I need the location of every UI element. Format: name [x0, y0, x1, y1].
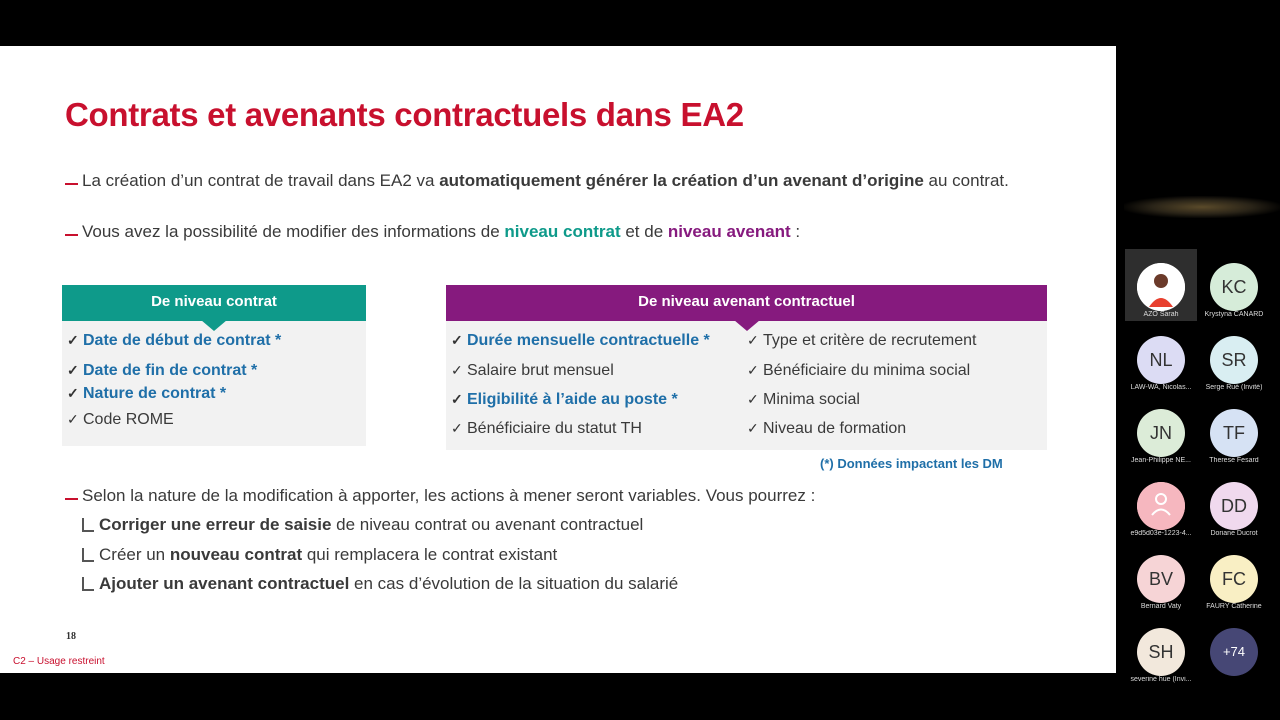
sub-item-creer: Créer un nouveau contrat qui remplacera le contrat existant: [82, 544, 557, 566]
participant-tile[interactable]: [1125, 468, 1197, 540]
participant-tile[interactable]: [1198, 322, 1270, 394]
participant-avatar: BV: [1137, 555, 1185, 603]
participant-tile[interactable]: [1125, 322, 1197, 394]
participant-name: Serge Rué (Invité): [1205, 384, 1263, 391]
video-glow: [1124, 196, 1280, 218]
check-icon: ✓: [747, 420, 759, 436]
check-icon: ✓: [67, 411, 79, 427]
check-icon: ✓: [451, 391, 463, 407]
avenant-item: ✓ Eligibilité à l’aide au poste *: [451, 391, 678, 408]
bullet-dash: [65, 234, 78, 236]
check-icon: ✓: [451, 362, 463, 378]
avenant-item: ✓ Salaire brut mensuel: [451, 362, 614, 379]
participant-avatar: NL: [1137, 336, 1185, 384]
header-notch: [201, 320, 227, 331]
participant-name: AZO Sarah: [1143, 311, 1179, 318]
participant-name: Bernard Vaty: [1140, 603, 1182, 610]
avenant-item: ✓ Durée mensuelle contractuelle *: [451, 332, 710, 349]
check-icon: ✓: [67, 332, 79, 348]
sub-bullet-corner: [82, 577, 94, 591]
check-icon: ✓: [67, 362, 79, 378]
participant-tile[interactable]: [1198, 249, 1270, 321]
check-icon: ✓: [747, 362, 759, 378]
box-avenant-header: De niveau avenant contractuel: [446, 285, 1047, 321]
bullet-dash: [65, 498, 78, 500]
participant-tile[interactable]: [1198, 614, 1270, 686]
participant-tile[interactable]: [1198, 468, 1270, 540]
slide-title: Contrats et avenants contractuels dans EA2: [65, 96, 744, 133]
participant-avatar: TF: [1210, 409, 1258, 457]
presentation-slide: [0, 46, 1116, 673]
participant-tile[interactable]: [1125, 249, 1197, 321]
box-niveau-contrat: [62, 285, 366, 446]
page-number: 18: [66, 631, 76, 642]
bullet-actions: Selon la nature de la modification à apporter, les actions à mener seront variables. Vous pourrez :: [65, 485, 1055, 507]
participant-name: Krystyna CANARD: [1204, 311, 1264, 318]
sub-bullet-corner: [82, 518, 94, 532]
contrat-item: ✓ Code ROME: [67, 411, 174, 428]
participant-avatar: KC: [1210, 263, 1258, 311]
participant-tile[interactable]: [1198, 395, 1270, 467]
check-icon: ✓: [451, 332, 463, 348]
check-icon: ✓: [747, 332, 759, 348]
classification-footer: C2 – Usage restreint: [13, 656, 105, 667]
check-icon: ✓: [747, 391, 759, 407]
contrat-item: ✓ Nature de contrat *: [67, 385, 227, 402]
participant-avatar: FC: [1210, 555, 1258, 603]
contrat-item: ✓ Date de fin de contrat *: [67, 362, 258, 379]
participant-name: severine hue (Invi...: [1130, 676, 1192, 683]
box-contrat-header: De niveau contrat: [62, 285, 366, 321]
header-notch: [734, 320, 760, 331]
participant-name: LAW-WA, Nicolas...: [1130, 384, 1192, 391]
participant-name: Jean-Philippe NE...: [1131, 457, 1191, 464]
participant-avatar: JN: [1137, 409, 1185, 457]
participant-tile[interactable]: [1198, 541, 1270, 613]
participant-name: Therese Fesard: [1209, 457, 1259, 464]
sub-item-ajouter: Ajouter un avenant contractuel en cas d’évolution de la situation du salarié: [82, 573, 678, 595]
sub-bullet-corner: [82, 548, 94, 562]
avenant-item: ✓ Bénéficiaire du minima social: [747, 362, 971, 379]
participant-name: e9d5d03e-1223-4...: [1130, 530, 1192, 537]
participant-name: FAURY Catherine: [1206, 603, 1262, 610]
box-niveau-avenant: [446, 285, 1047, 450]
participant-avatar: SH: [1137, 628, 1185, 676]
dm-impact-note: (*) Données impactant les DM: [820, 456, 1003, 471]
participant-photo: [1137, 263, 1185, 311]
guest-avatar-icon: [1137, 482, 1185, 530]
check-icon: ✓: [451, 420, 463, 436]
avenant-item: ✓ Minima social: [747, 391, 860, 408]
bullet-modification: Vous avez la possibilité de modifier des informations de niveau contrat et de niveau avenant :: [65, 221, 1055, 243]
more-participants-badge: +74: [1210, 628, 1258, 676]
participant-tile[interactable]: [1125, 541, 1197, 613]
contrat-item: ✓ Date de début de contrat *: [67, 332, 282, 349]
participant-tile[interactable]: [1125, 614, 1197, 686]
bullet-dash: [65, 183, 78, 185]
participant-name: Doriane Ducrot: [1210, 530, 1258, 537]
bullet-creation: La création d’un contrat de travail dans EA2 va automatiquement générer la création d’un avenant d’origine au contrat.: [65, 170, 1055, 192]
participant-avatar: SR: [1210, 336, 1258, 384]
avenant-item: ✓ Niveau de formation: [747, 420, 907, 437]
check-icon: ✓: [67, 385, 79, 401]
participant-avatar: DD: [1210, 482, 1258, 530]
sub-item-corriger: Corriger une erreur de saisie de niveau contrat ou avenant contractuel: [82, 514, 643, 536]
avenant-item: ✓ Bénéficiaire du statut TH: [451, 420, 642, 437]
participant-tile[interactable]: [1125, 395, 1197, 467]
avenant-item: ✓ Type et critère de recrutement: [747, 332, 977, 349]
